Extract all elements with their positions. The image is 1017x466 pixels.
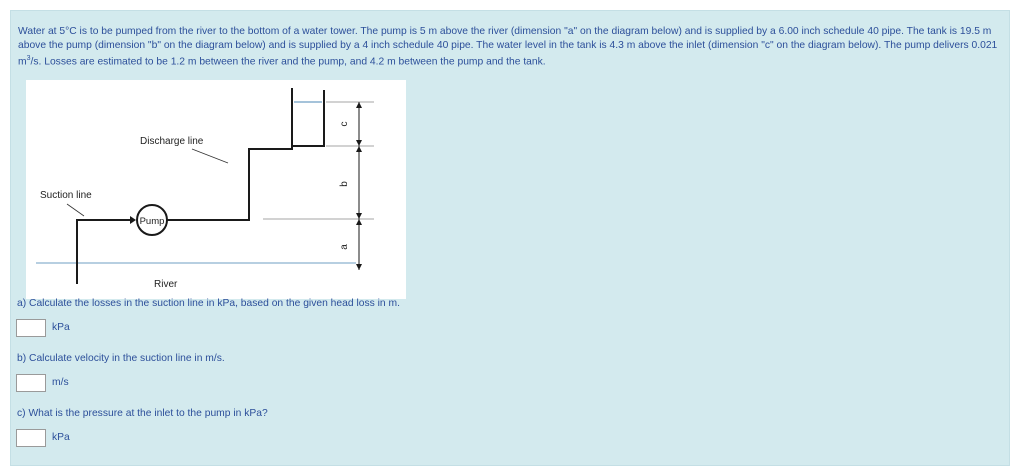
answer-input-b[interactable]: [16, 374, 46, 392]
water-tank: [292, 90, 324, 146]
dim-c-label: c: [339, 121, 350, 127]
flow-arrow: [130, 216, 136, 224]
unit-label-c: kPa: [52, 432, 70, 443]
problem-text-part2: /s. Losses are estimated to be 1.2 m between the river and the pump, and 4.2 m between the pump and the tank.: [30, 56, 546, 68]
discharge-leader: [192, 149, 228, 163]
dim-a-label: a: [339, 244, 350, 250]
dim-b-label: b: [339, 181, 350, 187]
dim-a-arrow-bottom: [356, 264, 362, 270]
discharge-line-label: Discharge line: [140, 136, 204, 147]
suction-pipe: [77, 220, 134, 284]
dim-a-arrow-top: [356, 219, 362, 225]
question-c: c) What is the pressure at the inlet to the pump in kPa?: [17, 408, 268, 419]
answer-input-c[interactable]: [16, 429, 46, 447]
pump-label: Pump: [139, 216, 165, 227]
discharge-pipe: [167, 88, 292, 220]
question-b: b) Calculate velocity in the suction line in m/s.: [17, 353, 225, 364]
dim-b-arrow-bottom: [356, 213, 362, 219]
pump-diagram-svg: [26, 80, 406, 299]
problem-superscript: 3: [26, 55, 31, 62]
unit-label-b: m/s: [52, 377, 69, 388]
river-label: River: [154, 279, 178, 290]
pump-diagram: [26, 80, 406, 299]
question-a: a) Calculate the losses in the suction line in kPa, based on the given head loss in m.: [17, 298, 400, 309]
dim-b-arrow-top: [356, 146, 362, 152]
answer-input-a[interactable]: [16, 319, 46, 337]
dim-c-arrow-bottom: [356, 140, 362, 146]
problem-text-part1: Water at 5°C is to be pumped from the river to the bottom of a water tower. The pump is 5 m above the river (dimension "a" on the diagram below) and is supplied by a 6.00 inch schedule 40 pipe. The tank is 19.5 m above the pump (dimension "b" on the diagram below) and is supplied by a 4 inch schedule 40 pipe. The water level in the tank is 4.3 m above the inlet (dimension "c" on the diagram below). The pump delivers 0.021 m: [18, 26, 998, 68]
suction-leader: [67, 204, 84, 216]
dim-c-arrow-top: [356, 102, 362, 108]
suction-line-label: Suction line: [40, 190, 92, 201]
problem-statement: [18, 25, 1003, 69]
question-panel: [10, 10, 1010, 466]
unit-label-a: kPa: [52, 322, 70, 333]
